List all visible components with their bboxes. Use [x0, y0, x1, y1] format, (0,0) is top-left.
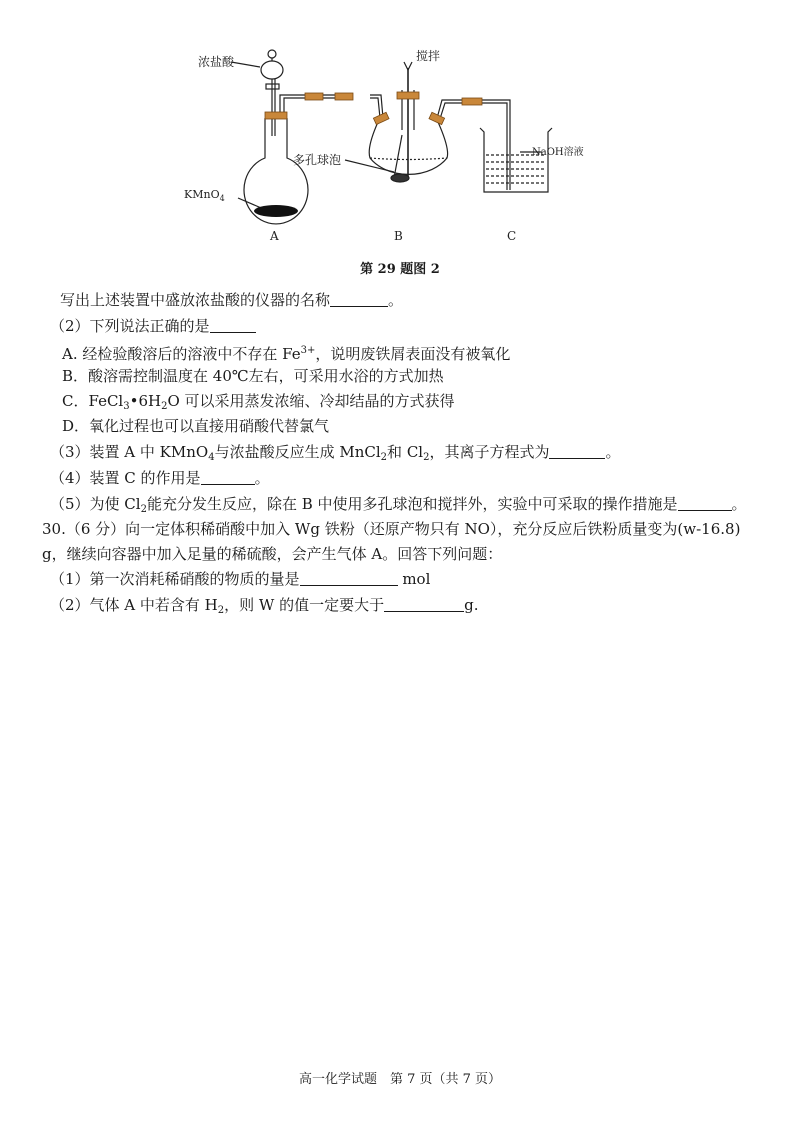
- label-stir: 搅拌: [416, 49, 441, 63]
- label-naoh: NaOH溶液: [532, 147, 584, 158]
- q30-stem-line1: 30.（6 分）向一定体积稀硝酸中加入 Wg 铁粉（还原产物只有 NO），充分反应后铁粉质量变为(w-16.8): [42, 520, 741, 538]
- label-conc-hcl: 浓盐酸: [198, 55, 235, 69]
- answer-blank[interactable]: [549, 443, 605, 459]
- label-porous-bubbler: 多孔球泡: [293, 153, 342, 167]
- q30-part2: （2）气体 A 中若含有 $H_2$，则 W 的值一定要大于 g.: [50, 596, 479, 616]
- answer-blank[interactable]: [384, 596, 464, 612]
- answer-blank[interactable]: [300, 570, 398, 586]
- q29-option-b: B．酸溶需控制温度在 40℃左右，可采用水浴的方式加热: [62, 367, 444, 385]
- answer-blank[interactable]: [201, 469, 255, 485]
- label-kmno4: KMnO$_4$: [184, 188, 225, 203]
- label-b: B: [394, 229, 403, 243]
- q29-part3: （3）装置 A 中 KMnO$_4$与浓盐酸反应生成 MnCl$_2$和 $Cl_2$，其离子方程式为 。: [50, 443, 621, 463]
- page-footer: 高一化学试题 第 7 页（共 7 页）: [298, 1072, 502, 1087]
- apparatus-figure: [180, 40, 584, 250]
- q29-part1: 写出上述装置中盛放浓盐酸的仪器的名称 。: [60, 291, 404, 309]
- q29-part5: （5）为使 $Cl_2$能充分发生反应，除在 B 中使用多孔球泡和搅拌外，实验中可采取的操作措施是 。: [50, 495, 747, 515]
- answer-blank[interactable]: [210, 317, 256, 333]
- figure-caption: 第 29 题图 2: [360, 262, 440, 277]
- label-c: C: [507, 229, 517, 243]
- q29-option-d: D．氧化过程也可以直接用硝酸代替氯气: [62, 417, 330, 435]
- q30-part1: （1）第一次消耗稀硝酸的物质的量是 mol: [50, 570, 431, 588]
- answer-blank[interactable]: [678, 495, 732, 511]
- label-a: A: [270, 229, 279, 243]
- dropping-funnel: [261, 61, 283, 79]
- answer-blank[interactable]: [330, 291, 388, 307]
- q29-option-c: C．$FeCl_3•6H_2O$ 可以采用蒸发浓缩、冷却结晶的方式获得: [62, 392, 455, 412]
- q30-stem-line2: g，继续向容器中加入足量的稀硫酸，会产生气体 A。回答下列问题：: [42, 545, 503, 563]
- q29-part2: （2）下列说法正确的是: [50, 316, 256, 336]
- q29-part4: （4）装置 C 的作用是 。: [50, 469, 270, 487]
- q29-option-a: A. 经检验酸溶后的溶液中不存在 $Fe^{3+}$，说明废铁屑表面没有被氧化: [62, 345, 511, 363]
